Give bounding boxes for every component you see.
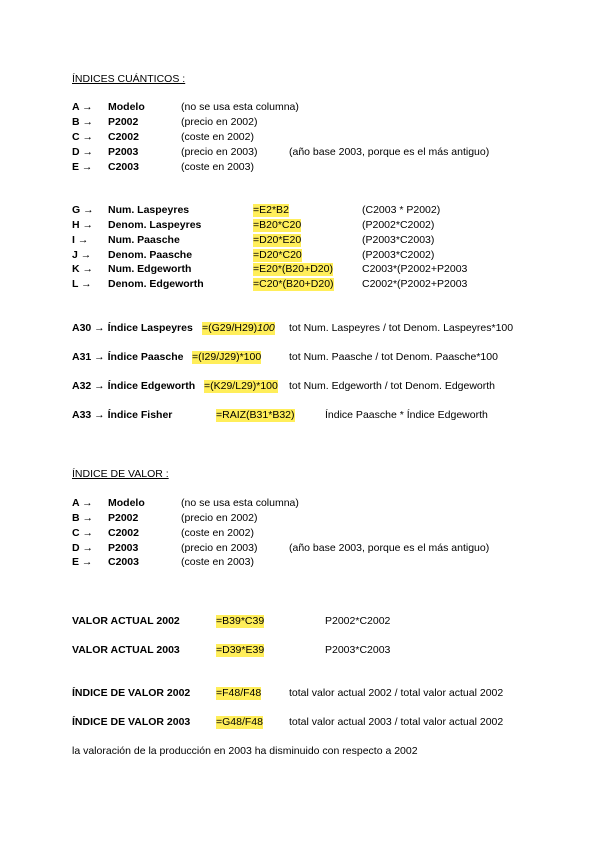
computed-letter: I → (72, 234, 89, 246)
column-desc: (precio en 2003) (181, 542, 258, 554)
column-desc: (coste en 2002) (181, 527, 254, 539)
index-name: Índice Paasche (107, 351, 184, 363)
index-formula: =(K29/L29)*100 (204, 380, 278, 392)
value-index-name: ÍNDICE DE VALOR 2002 (72, 687, 191, 699)
column-name: C2003 (108, 161, 139, 173)
column-letter: D → (72, 542, 93, 554)
column-desc: (no se usa esta columna) (181, 101, 299, 113)
computed-letter: G → (72, 204, 94, 216)
value-formula: =B39*C39 (216, 615, 265, 627)
value-index-desc: total valor actual 2002 / total valor actual 2002 (289, 687, 504, 699)
index-row (72, 351, 183, 364)
column-name: Modelo (108, 101, 145, 113)
index-row (72, 380, 195, 393)
column-name: C2002 (108, 131, 139, 143)
column-name: P2002 (108, 512, 139, 524)
value-index-desc: total valor actual 2003 / total valor actual 2002 (289, 716, 504, 728)
computed-formula: =E20*(B20+D20) (253, 263, 333, 275)
computed-desc: (P2002*C2002) (362, 219, 435, 231)
column-name: Modelo (108, 497, 145, 509)
index-desc: tot Num. Edgeworth / tot Denom. Edgeworth (289, 380, 496, 392)
computed-desc: C2002*(P2002+P2003 (362, 278, 468, 290)
index-formula: =RAIZ(B31*B32) (216, 409, 295, 421)
conclusion-text: la valoración de la producción en 2003 ha disminuido con respecto a 2002 (72, 745, 418, 757)
column-name: C2003 (108, 556, 139, 568)
column-note: (año base 2003, porque es el más antiguo) (289, 542, 490, 554)
computed-letter: L → (72, 278, 92, 290)
index-name: Índice Edgeworth (107, 380, 196, 392)
column-letter: B → (72, 116, 93, 128)
index-cell: A32 → (72, 380, 105, 392)
column-note: (año base 2003, porque es el más antiguo) (289, 146, 490, 158)
computed-name: Num. Paasche (108, 234, 180, 246)
column-name: P2002 (108, 116, 139, 128)
column-letter: E → (72, 161, 93, 173)
value-name: VALOR ACTUAL 2003 (72, 644, 180, 656)
column-letter: C → (72, 527, 93, 539)
index-row (72, 409, 172, 422)
computed-desc: (P2003*C2002) (362, 249, 435, 261)
computed-name: Denom. Laspeyres (108, 219, 202, 231)
column-name: P2003 (108, 146, 139, 158)
index-desc: tot Num. Laspeyres / tot Denom. Laspeyres*100 (289, 322, 514, 334)
index-formula-text: =(G29/H29) (202, 322, 258, 334)
value-formula: =D39*E39 (216, 644, 265, 656)
value-desc: P2003*C2003 (325, 644, 391, 656)
column-desc: (no se usa esta columna) (181, 497, 299, 509)
computed-desc: C2003*(P2002+P2003 (362, 263, 468, 275)
value-desc: P2002*C2002 (325, 615, 391, 627)
computed-desc: (C2003 * P2002) (362, 204, 441, 216)
value-index-formula: =F48/F48 (216, 687, 262, 699)
computed-desc: (P2003*C2003) (362, 234, 435, 246)
column-desc: (precio en 2003) (181, 146, 258, 158)
index-formula-extra: 100 (257, 322, 275, 334)
section1-heading: ÍNDICES CUÁNTICOS : (72, 73, 186, 85)
value-index-formula: =G48/F48 (216, 716, 263, 728)
value-name: VALOR ACTUAL 2002 (72, 615, 180, 627)
column-letter: A → (72, 497, 93, 509)
index-desc: tot Num. Paasche / tot Denom. Paasche*100 (289, 351, 498, 363)
column-letter: C → (72, 131, 93, 143)
computed-name: Num. Edgeworth (108, 263, 192, 275)
computed-formula: =E2*B2 (253, 204, 289, 216)
computed-formula: =D20*E20 (253, 234, 302, 246)
index-name: Índice Fisher (107, 409, 173, 421)
value-index-name: ÍNDICE DE VALOR 2003 (72, 716, 191, 728)
index-cell: A30 → (72, 322, 105, 334)
computed-name: Num. Laspeyres (108, 204, 190, 216)
column-desc: (coste en 2003) (181, 556, 254, 568)
column-desc: (precio en 2002) (181, 116, 258, 128)
index-cell: A33 → (72, 409, 105, 421)
computed-formula: =D20*C20 (253, 249, 302, 261)
index-name: Índice Laspeyres (107, 322, 193, 334)
index-formula: =(I29/J29)*100 (192, 351, 262, 363)
index-desc: Índice Paasche * Índice Edgeworth (325, 409, 488, 421)
column-desc: (coste en 2002) (181, 131, 254, 143)
column-name: C2002 (108, 527, 139, 539)
computed-letter: J → (72, 249, 92, 261)
column-letter: B → (72, 512, 93, 524)
column-letter: E → (72, 556, 93, 568)
column-desc: (coste en 2003) (181, 161, 254, 173)
computed-name: Denom. Edgeworth (108, 278, 204, 290)
column-letter: D → (72, 146, 93, 158)
section2-heading: ÍNDICE DE VALOR : (72, 468, 169, 480)
computed-name: Denom. Paasche (108, 249, 193, 261)
column-desc: (precio en 2002) (181, 512, 258, 524)
computed-formula: =C20*(B20+D20) (253, 278, 334, 290)
index-cell: A31 → (72, 351, 105, 363)
computed-formula: =B20*C20 (253, 219, 302, 231)
column-name: P2003 (108, 542, 139, 554)
computed-letter: K → (72, 263, 93, 275)
index-formula (202, 322, 275, 335)
column-letter: A → (72, 101, 93, 113)
computed-letter: H → (72, 219, 93, 231)
index-row (72, 322, 193, 335)
